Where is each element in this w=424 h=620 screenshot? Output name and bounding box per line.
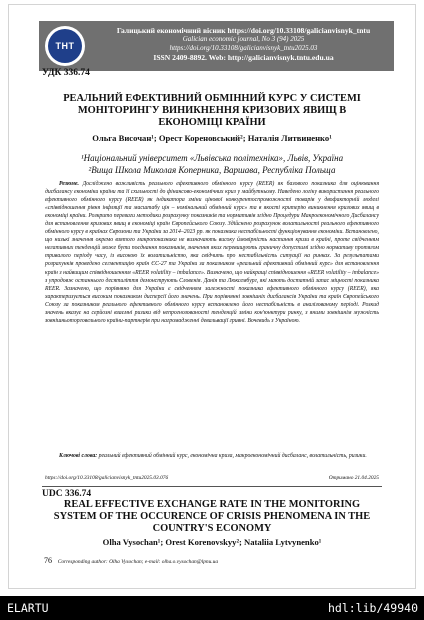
affiliation-2-ua: ²Вища Школа Миколая Коперника, Варшава, Республіка Польща	[88, 165, 336, 175]
section-divider	[42, 486, 382, 487]
repository-name[interactable]: ELARTU	[7, 601, 49, 615]
journal-header	[39, 21, 394, 71]
abstract-ua	[45, 180, 379, 325]
page-number: 76	[44, 556, 52, 565]
title-en: REAL EFFECTIVE EXCHANGE RATE IN THE MONITORING SYSTEM OF THE OCCURENCE OF CRISIS PHENOMENA IN THE COUNTRY'S ECONOMY	[53, 499, 371, 534]
keywords-ua	[45, 452, 379, 460]
article-doi-row	[45, 475, 379, 481]
keywords-label-ua: Ключові слова:	[59, 453, 98, 459]
udc-en: UDC 336.74	[42, 489, 92, 499]
corresponding-author: Corresponding author: Olha Vysochan; e-mail: olha.o.vysochan@lpnu.ua	[57, 559, 219, 565]
journal-logo	[45, 26, 85, 66]
journal-issue-line: Galician economic journal, No 3 (94) 2025	[182, 35, 305, 43]
keywords-text-ua: реальний ефективний обмінний курс, економічна криза, макроекономічний дисбаланс, волатильність, ризики.	[98, 453, 367, 459]
title-ua: РЕАЛЬНИЙ ЕФЕКТИВНИЙ ОБМІННИЙ КУРС У СИСТЕМІ МОНІТОРИНГУ ВИНИКНЕННЯ КРИЗОВИХ ЯВИЩ В ЕКОНОМІЦІ КРАЇНИ	[63, 93, 361, 128]
authors-en: Olha Vysochan¹; Orest Korenovskyy²; Nataliia Lytvynenko¹	[102, 537, 322, 547]
affiliation-1-ua: ¹Національний університет «Львівська політехніка», Львів, Україна	[80, 153, 344, 163]
abstract-text-ua: Досліджено важливість реального ефективного обмінного курсу (REER) як базового показника для оцінювання дисбалансу економіки країни та її схильності до фінансово-економічних криз у майбутньому. Наведено логіку використання реального ефективного обмінного курсу (REER) як індикатора зміни цінової конкурентоспроможності товарів у двофакторній моделі «співвідношення рівня інфляції та масштабу цін – номінальний обмінний курс» та в якості критерію виникнення кризових явищ в економіці країни. Розкрито переваги методики розрахунку показників та нормативів згідно Процедури Макроекономічного Дисбалансу для встановлення кризових явищ в економіці країн Європейського Союзу. Здійснено розрахунок волатильності реального ефективного обмінного курсу в країнах Єврозони та України за 2014–2023 рр. як показника нестабільності функціонування економіки. Встановлено, що низькі значення окремо взятого макропоказника не визначають високу ймовірність настання кризи в країні, проте свідченням негативних тенденцій може бути поєднання показників, значення яких перевищують граничну допустимі згідно нормативу протягом тривалого періоду часу, із високою їх волатильністю, яка свідчить про нестабільність ситуації на ринках. За результатами розрахунків проведено сегментацію країн ЄС-27 та України за показником «реальний ефективний обмінний курс» для встановлення країн з найвищим співвідношенням «REER volatility – imbalance». Визначено, що найкращі співвідношення «REER volatility – imbalance» з упродовж останнього десятиліття демонструють Словенія. Данія та Люксембург, які мають достатній запас міцності показника REER. Зазначено, що порівняно для України є свідченням залежності показника ефективного обмінного курсу (REER), яка характеризується високим показником дисперсії його значень. При порівнянні зовнішніх дисбалансів України та країн Європейського Союзу за показником реального ефективного обмінного курсу встановлено його нестабільність в аналізованому періоді. Розкид значень вказує на серйозні взаємні ризики від непрогнозованості тенденцій зміни кон'юнктури ринку, з яними зовнішнім мужність зовнішньоторговельного країни-партнерів при нагромадженні девальвації гривні. Вочевидь з Україною.	[45, 181, 379, 324]
authors-ua: Ольга Височан¹; Орест Кореновський²; Наталія Литвиненко¹	[92, 133, 332, 143]
journal-header-text	[97, 26, 390, 62]
udc-ua: УДК 336.74	[42, 68, 90, 78]
journal-title-line: Галицький економічний вісник https://doi.org/10.33108/galicianvisnyk_tntu	[116, 26, 371, 35]
logo-text: ТНТ	[48, 29, 82, 63]
repository-bar	[0, 596, 424, 620]
article-doi-link[interactable]: https://doi.org/10.33108/galicianvisnyk_tntu2025.03.076	[45, 475, 169, 481]
handle-id[interactable]: hdl:lib/49940	[327, 601, 418, 615]
page-footer	[44, 556, 384, 565]
journal-issn-line: ISSN 2409-8892. Web: http://galicianvisnyk.tntu.edu.ua	[153, 53, 334, 62]
abstract-label-ua: Резюме.	[59, 181, 79, 187]
received-date: Отримано 21.04.2025	[328, 475, 379, 481]
journal-doi-line: https://doi.org/10.33108/galicianvisnyk_tntu2025.03	[169, 44, 318, 52]
